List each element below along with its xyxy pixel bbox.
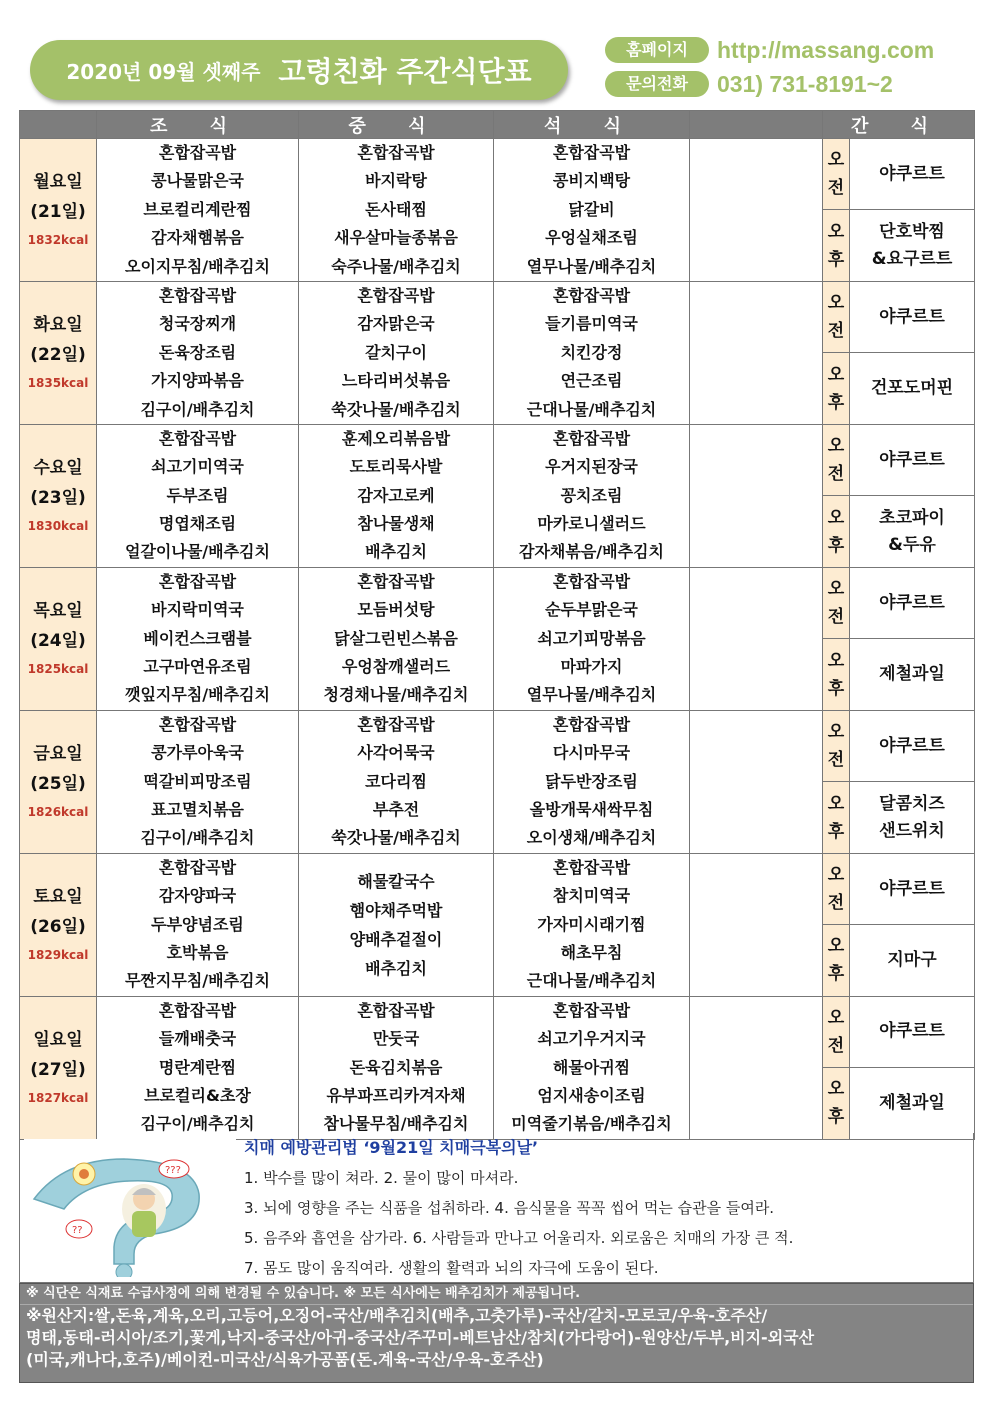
day-kcal: 1832kcal bbox=[27, 232, 89, 247]
am-label-1: 오 bbox=[827, 579, 845, 600]
day-cell bbox=[20, 139, 97, 282]
snack-pm-cell bbox=[850, 210, 975, 281]
menu-item: 감자양파국 bbox=[158, 886, 237, 906]
menu-item: 혼합잡곡밥 bbox=[552, 571, 631, 591]
menu-item: 연근조림 bbox=[560, 371, 623, 391]
am-label bbox=[823, 139, 850, 210]
am-label bbox=[823, 996, 850, 1067]
pm-label-2: 후 bbox=[827, 821, 845, 842]
snack-item: &요구르트 bbox=[871, 248, 953, 269]
snack-pm-cell bbox=[850, 782, 975, 853]
snack-item: 단호박찜 bbox=[879, 221, 945, 242]
menu-item: 청경채나물/배추김치 bbox=[323, 685, 469, 705]
menu-item: 혼합잡곡밥 bbox=[158, 571, 237, 591]
menu-item: 새우살마늘종볶음 bbox=[334, 228, 458, 248]
snack-am-cell bbox=[850, 996, 975, 1067]
menu-item: 오이생채/배추김치 bbox=[526, 828, 657, 848]
phone-label: 문의전화 bbox=[605, 71, 709, 97]
menu-item: 유부파프리카겨자채 bbox=[326, 1085, 466, 1105]
day-name: 일요일 bbox=[33, 1029, 83, 1050]
tip-line-2: 3. 뇌에 영향을 주는 식품을 섭취하라. 4. 음식물을 꼭꼭 씹어 먹는 습관을 들여라. bbox=[244, 1199, 775, 1217]
menu-item: 브로컬리계란찜 bbox=[143, 199, 252, 219]
pm-label-1: 오 bbox=[827, 1079, 845, 1100]
table-row bbox=[20, 424, 975, 495]
snack-am-cell bbox=[850, 853, 975, 924]
am-label-1: 오 bbox=[827, 293, 845, 314]
am-label-2: 전 bbox=[827, 464, 845, 485]
menu-item: 가자미시래기찜 bbox=[537, 914, 646, 934]
homepage-link[interactable]: http://massang.com bbox=[717, 36, 935, 63]
question-mark-illustration bbox=[24, 1139, 236, 1277]
tips-title: 치매 예방관리법 ‘9월21일 치매극복의날’ bbox=[244, 1138, 539, 1157]
menu-item: 혼합잡곡밥 bbox=[357, 571, 435, 591]
menu-item: 두부양념조림 bbox=[151, 914, 244, 934]
menu-item: 김구이/배추김치 bbox=[140, 399, 255, 419]
menu-item: 떡갈비피망조림 bbox=[143, 771, 252, 791]
phone-number: 031) 731-8191~2 bbox=[717, 70, 893, 97]
menu-item: 쇠고기미역국 bbox=[151, 457, 244, 477]
pm-label bbox=[823, 782, 850, 853]
lunch-cell bbox=[299, 996, 494, 1139]
menu-item: 혼합잡곡밥 bbox=[158, 285, 237, 305]
dinner-cell bbox=[494, 710, 690, 853]
menu-item: 혼합잡곡밥 bbox=[552, 428, 631, 448]
snack-item: 건포도머핀 bbox=[870, 378, 954, 399]
blank-cell bbox=[690, 853, 823, 996]
tips-section bbox=[19, 1133, 974, 1283]
menu-item: 코다리찜 bbox=[365, 771, 427, 791]
pm-label-2: 후 bbox=[827, 535, 845, 556]
am-label-2: 전 bbox=[827, 750, 845, 771]
menu-item: 김구이/배추김치 bbox=[140, 828, 255, 848]
menu-item: 양배추겉절이 bbox=[349, 929, 443, 949]
day-cell bbox=[20, 424, 97, 567]
menu-item: 가지양파볶음 bbox=[151, 371, 244, 391]
breakfast-cell bbox=[97, 424, 299, 567]
table-row bbox=[20, 710, 975, 781]
menu-item: 감자채햄볶음 bbox=[151, 228, 244, 248]
menu-item: 참나물무침/배추김치 bbox=[323, 1114, 469, 1134]
day-date: (27일) bbox=[30, 1059, 86, 1080]
snack-item: 지마구 bbox=[887, 949, 937, 970]
menu-item: 들깨배춧국 bbox=[158, 1029, 237, 1049]
menu-item: 배추김치 bbox=[365, 958, 427, 978]
table-row bbox=[20, 567, 975, 638]
breakfast-cell bbox=[97, 853, 299, 996]
menu-item: 배추김치 bbox=[365, 542, 427, 562]
menu-item: 치킨강정 bbox=[560, 342, 623, 362]
menu-item: 혼합잡곡밥 bbox=[552, 285, 631, 305]
menu-item: 사각어묵국 bbox=[357, 743, 435, 763]
snack-item: 야쿠르트 bbox=[879, 449, 945, 470]
pm-label-1: 오 bbox=[827, 221, 845, 242]
menu-item: 해초무침 bbox=[560, 942, 623, 962]
menu-item: 엄지새송이조림 bbox=[537, 1085, 646, 1105]
snack-pm-cell bbox=[850, 496, 975, 567]
table-row bbox=[20, 139, 975, 210]
menu-item: 혼합잡곡밥 bbox=[357, 285, 435, 305]
am-label-1: 오 bbox=[827, 1007, 845, 1028]
table-header-row bbox=[20, 111, 975, 139]
menu-item: 감자맑은국 bbox=[357, 314, 435, 334]
menu-item: 열무나물/배추김치 bbox=[526, 685, 657, 705]
menu-item: 바지락탕 bbox=[365, 171, 427, 191]
menu-item: 우거지된장국 bbox=[545, 457, 638, 477]
header-snack: 간 식 bbox=[823, 111, 975, 139]
title-week: 2020년 09월 셋째주 bbox=[66, 59, 261, 84]
menu-item: 콩비지백탕 bbox=[552, 171, 631, 191]
menu-item: 해물칼국수 bbox=[357, 871, 435, 891]
breakfast-cell bbox=[97, 139, 299, 282]
header-breakfast: 조 식 bbox=[97, 111, 299, 139]
day-cell bbox=[20, 710, 97, 853]
header-day bbox=[20, 111, 97, 139]
snack-item: &두유 bbox=[888, 534, 936, 555]
pm-label-1: 오 bbox=[827, 507, 845, 528]
snack-pm-cell bbox=[850, 925, 975, 996]
day-name: 월요일 bbox=[33, 171, 83, 192]
am-label-2: 전 bbox=[827, 893, 845, 913]
pm-label bbox=[823, 353, 850, 424]
am-label bbox=[823, 567, 850, 638]
menu-item: 갈치구이 bbox=[365, 342, 427, 362]
menu-item: 혼합잡곡밥 bbox=[552, 857, 631, 877]
am-label bbox=[823, 710, 850, 781]
am-label-1: 오 bbox=[827, 150, 845, 171]
title-banner bbox=[30, 40, 568, 100]
pm-label bbox=[823, 925, 850, 996]
day-date: (25일) bbox=[30, 773, 86, 794]
menu-item: 깻잎지무침/배추김치 bbox=[125, 685, 270, 705]
homepage-label: 홈페이지 bbox=[605, 37, 709, 63]
menu-item: 호박볶음 bbox=[166, 942, 229, 962]
menu-item: 혼합잡곡밥 bbox=[158, 428, 237, 448]
menu-item: 표고멸치볶음 bbox=[151, 799, 244, 819]
menu-item: 닭갈비 bbox=[568, 199, 615, 219]
header-lunch: 중 식 bbox=[299, 111, 494, 139]
snack-item: 야쿠르트 bbox=[879, 592, 945, 613]
menu-item: 쑥갓나물/배추김치 bbox=[331, 399, 461, 419]
homepage-row bbox=[605, 37, 934, 63]
menu-item: 미역줄기볶음/배추김치 bbox=[511, 1114, 672, 1134]
blank-cell bbox=[690, 996, 823, 1139]
dinner-cell bbox=[494, 853, 690, 996]
snack-item: 초코파이 bbox=[879, 507, 945, 528]
snack-item: 제철과일 bbox=[879, 664, 945, 685]
pm-label bbox=[823, 1068, 850, 1139]
day-cell bbox=[20, 567, 97, 710]
menu-item: 혼합잡곡밥 bbox=[357, 143, 435, 162]
menu-item: 우엉실채조림 bbox=[545, 228, 638, 248]
menu-item: 돈육김치볶음 bbox=[349, 1057, 443, 1077]
menu-item: 혼합잡곡밥 bbox=[158, 143, 237, 162]
snack-am-cell bbox=[850, 710, 975, 781]
day-name: 금요일 bbox=[33, 743, 83, 764]
menu-item: 들기름미역국 bbox=[545, 314, 638, 334]
pm-label-1: 오 bbox=[827, 364, 845, 385]
menu-item: 고구마연유조림 bbox=[143, 657, 252, 677]
breakfast-cell bbox=[97, 710, 299, 853]
menu-item: 감자채볶음/배추김치 bbox=[519, 542, 664, 562]
dinner-cell bbox=[494, 139, 690, 282]
snack-item: 달콤치즈 bbox=[879, 793, 945, 814]
am-label bbox=[823, 853, 850, 924]
menu-item: 닭살그린빈스볶음 bbox=[334, 628, 458, 648]
menu-item: 돈육장조림 bbox=[158, 342, 237, 362]
snack-item: 야쿠르트 bbox=[879, 1021, 945, 1042]
blank-cell bbox=[690, 567, 823, 710]
pm-label bbox=[823, 210, 850, 281]
blank-cell bbox=[690, 710, 823, 853]
menu-item: 해물아귀찜 bbox=[552, 1057, 631, 1077]
pm-label-1: 오 bbox=[827, 793, 845, 814]
day-kcal: 1830kcal bbox=[27, 518, 89, 533]
am-label-2: 전 bbox=[827, 321, 845, 342]
lunch-cell bbox=[299, 424, 494, 567]
snack-am-cell bbox=[850, 567, 975, 638]
table-row bbox=[20, 996, 975, 1067]
menu-item: 얼갈이나물/배추김치 bbox=[125, 542, 270, 562]
menu-item: 숙주나물/배추김치 bbox=[331, 256, 461, 276]
snack-item: 야쿠르트 bbox=[879, 878, 945, 899]
notes-line-1: ※ 식단은 식재료 수급사정에 의해 변경될 수 있습니다. ※ 모든 식사에는 배추김치가 제공됩니다. bbox=[20, 1284, 973, 1305]
menu-item: 베이컨스크램블 bbox=[143, 628, 252, 648]
dinner-cell bbox=[494, 567, 690, 710]
menu-item: 만둣국 bbox=[372, 1029, 420, 1049]
snack-item: 샌드위치 bbox=[879, 820, 945, 841]
day-date: (22일) bbox=[30, 344, 86, 365]
lunch-cell bbox=[299, 139, 494, 282]
menu-item: 참나물생채 bbox=[357, 514, 435, 534]
snack-am-cell bbox=[850, 424, 975, 495]
am-label-1: 오 bbox=[827, 865, 845, 885]
snack-item: 야쿠르트 bbox=[879, 163, 945, 184]
menu-item: 혼합잡곡밥 bbox=[158, 714, 237, 734]
menu-item: 느타리버섯볶음 bbox=[341, 371, 451, 391]
day-date: (24일) bbox=[30, 630, 86, 651]
menu-item: 근대나물/배추김치 bbox=[526, 399, 657, 419]
menu-item: 콩나물맑은국 bbox=[151, 171, 244, 191]
pm-label-1: 오 bbox=[827, 936, 845, 957]
weekly-menu-table bbox=[19, 110, 975, 1140]
notes-section bbox=[19, 1283, 974, 1383]
am-label bbox=[823, 281, 850, 352]
pm-label-2: 후 bbox=[827, 964, 845, 985]
menu-item: 혼합잡곡밥 bbox=[158, 1000, 237, 1020]
header-dinner: 석 식 bbox=[494, 111, 690, 139]
breakfast-cell bbox=[97, 996, 299, 1139]
notes-line-2: ※원산지:쌀,돈육,계육,오리,고등어,오징어-국산/배추김치(배추,고춧가루)-국산/갈치-모로코/우육-호주산/ bbox=[26, 1306, 768, 1325]
day-cell bbox=[20, 996, 97, 1139]
menu-item: 마카로니샐러드 bbox=[537, 514, 646, 534]
header-blank bbox=[690, 111, 823, 139]
menu-item: 햄야채주먹밥 bbox=[349, 900, 443, 920]
am-label bbox=[823, 424, 850, 495]
day-name: 목요일 bbox=[33, 600, 83, 621]
menu-item: 돈사태찜 bbox=[365, 199, 427, 219]
menu-item: 브로컬리&초장 bbox=[144, 1085, 251, 1105]
snack-pm-cell bbox=[850, 353, 975, 424]
menu-item: 청국장찌개 bbox=[158, 314, 237, 334]
tip-line-3: 5. 음주와 흡연을 삼가라. 6. 사람들과 만나고 어울리자. 외로움은 치매의 가장 큰 적. bbox=[244, 1229, 794, 1247]
am-label-1: 오 bbox=[827, 436, 845, 457]
day-date: (26일) bbox=[30, 916, 86, 937]
snack-am-cell bbox=[850, 139, 975, 210]
menu-item: 혼합잡곡밥 bbox=[552, 143, 631, 162]
phone-row bbox=[605, 71, 893, 97]
menu-item: 우엉참깨샐러드 bbox=[341, 657, 451, 677]
dinner-cell bbox=[494, 996, 690, 1139]
menu-item: 두부조림 bbox=[166, 485, 229, 505]
menu-item: 명엽채조림 bbox=[158, 514, 237, 534]
day-date: (23일) bbox=[30, 487, 86, 508]
day-cell bbox=[20, 281, 97, 424]
menu-item: 근대나물/배추김치 bbox=[526, 971, 657, 991]
menu-item: 열무나물/배추김치 bbox=[526, 256, 657, 276]
pm-label-2: 후 bbox=[827, 678, 845, 699]
snack-item: 제철과일 bbox=[879, 1092, 945, 1113]
menu-item: 혼합잡곡밥 bbox=[357, 1000, 435, 1020]
notes-line-3: 명태,동태-러시아/조기,꽃게,낙지-중국산/아귀-중국산/주꾸미-베트남산/참치(가다랑어)-원양산/두부,비지-외국산 bbox=[26, 1328, 815, 1347]
menu-item: 모듬버섯탕 bbox=[357, 600, 435, 620]
day-kcal: 1835kcal bbox=[27, 375, 89, 390]
bubble-text-2: ?? bbox=[72, 1225, 83, 1236]
pm-label-2: 후 bbox=[827, 392, 845, 413]
day-kcal: 1825kcal bbox=[27, 661, 89, 676]
table-row bbox=[20, 281, 975, 352]
snack-pm-cell bbox=[850, 1068, 975, 1139]
menu-item: 무짠지무침/배추김치 bbox=[125, 971, 270, 991]
day-kcal: 1826kcal bbox=[27, 804, 89, 819]
day-name: 토요일 bbox=[33, 886, 83, 907]
snack-pm-cell bbox=[850, 639, 975, 710]
snack-item: 야쿠르트 bbox=[879, 306, 945, 327]
menu-item: 쑥갓나물/배추김치 bbox=[331, 828, 461, 848]
menu-item: 혼합잡곡밥 bbox=[552, 1000, 631, 1020]
blank-cell bbox=[690, 424, 823, 567]
day-name: 화요일 bbox=[33, 314, 83, 335]
menu-item: 쇠고기우거지국 bbox=[537, 1029, 646, 1049]
menu-item: 김구이/배추김치 bbox=[140, 1114, 255, 1134]
pm-label bbox=[823, 639, 850, 710]
snack-am-cell bbox=[850, 281, 975, 352]
menu-item: 혼합잡곡밥 bbox=[552, 714, 631, 734]
breakfast-cell bbox=[97, 567, 299, 710]
menu-item: 참치미역국 bbox=[552, 886, 631, 906]
menu-item: 순두부맑은국 bbox=[545, 600, 638, 620]
menu-item: 부추전 bbox=[372, 799, 420, 819]
am-label-2: 전 bbox=[827, 607, 845, 628]
page-title: 고령친화 주간식단표 bbox=[278, 55, 532, 88]
pm-label bbox=[823, 496, 850, 567]
breakfast-cell bbox=[97, 281, 299, 424]
menu-item: 올방개묵새싹무침 bbox=[529, 799, 654, 819]
menu-item: 도토리묵사발 bbox=[349, 457, 443, 477]
tip-line-1: 1. 박수를 많이 쳐라. 2. 물이 많이 마셔라. bbox=[244, 1169, 519, 1187]
table-row bbox=[20, 853, 975, 924]
menu-item: 명란계란찜 bbox=[158, 1057, 237, 1077]
pm-label-2: 후 bbox=[827, 1107, 845, 1128]
menu-item: 닭두반장조림 bbox=[545, 771, 638, 791]
notes-line-4: (미국,캐나다,호주)/베이컨-미국산/식육가공품(돈.계육-국산/우육-호주산) bbox=[26, 1350, 544, 1369]
day-kcal: 1829kcal bbox=[27, 947, 89, 962]
day-name: 수요일 bbox=[33, 457, 83, 478]
day-cell bbox=[20, 853, 97, 996]
lunch-cell bbox=[299, 853, 494, 996]
menu-item: 바지락미역국 bbox=[151, 600, 244, 620]
menu-item: 꽁치조림 bbox=[560, 485, 623, 505]
menu-item: 혼합잡곡밥 bbox=[357, 714, 435, 734]
lunch-cell bbox=[299, 281, 494, 424]
am-label-1: 오 bbox=[827, 722, 845, 743]
day-kcal: 1827kcal bbox=[27, 1090, 89, 1105]
am-label-2: 전 bbox=[827, 1035, 845, 1056]
bubble-text-1: ??? bbox=[165, 1165, 181, 1176]
tip-line-4: 7. 몸도 많이 움직여라. 생활의 활력과 뇌의 자극에 도움이 된다. bbox=[244, 1259, 659, 1277]
menu-item: 훈제오리볶음밥 bbox=[341, 428, 451, 448]
menu-item: 감자고로케 bbox=[357, 485, 435, 505]
snack-item: 야쿠르트 bbox=[879, 735, 945, 756]
dinner-cell bbox=[494, 281, 690, 424]
menu-item: 콩가루아욱국 bbox=[151, 743, 244, 763]
lunch-cell bbox=[299, 567, 494, 710]
menu-item: 혼합잡곡밥 bbox=[158, 857, 237, 877]
menu-item: 오이지무침/배추김치 bbox=[125, 256, 270, 276]
menu-item: 다시마무국 bbox=[552, 743, 631, 763]
menu-item: 마파가지 bbox=[560, 657, 623, 677]
menu-item: 쇠고기피망볶음 bbox=[537, 628, 646, 648]
lunch-cell bbox=[299, 710, 494, 853]
dinner-cell bbox=[494, 424, 690, 567]
blank-cell bbox=[690, 139, 823, 282]
pm-label-1: 오 bbox=[827, 650, 845, 671]
pm-label-2: 후 bbox=[827, 249, 845, 270]
am-label-2: 전 bbox=[827, 178, 845, 199]
day-date: (21일) bbox=[30, 201, 86, 222]
blank-cell bbox=[690, 281, 823, 424]
